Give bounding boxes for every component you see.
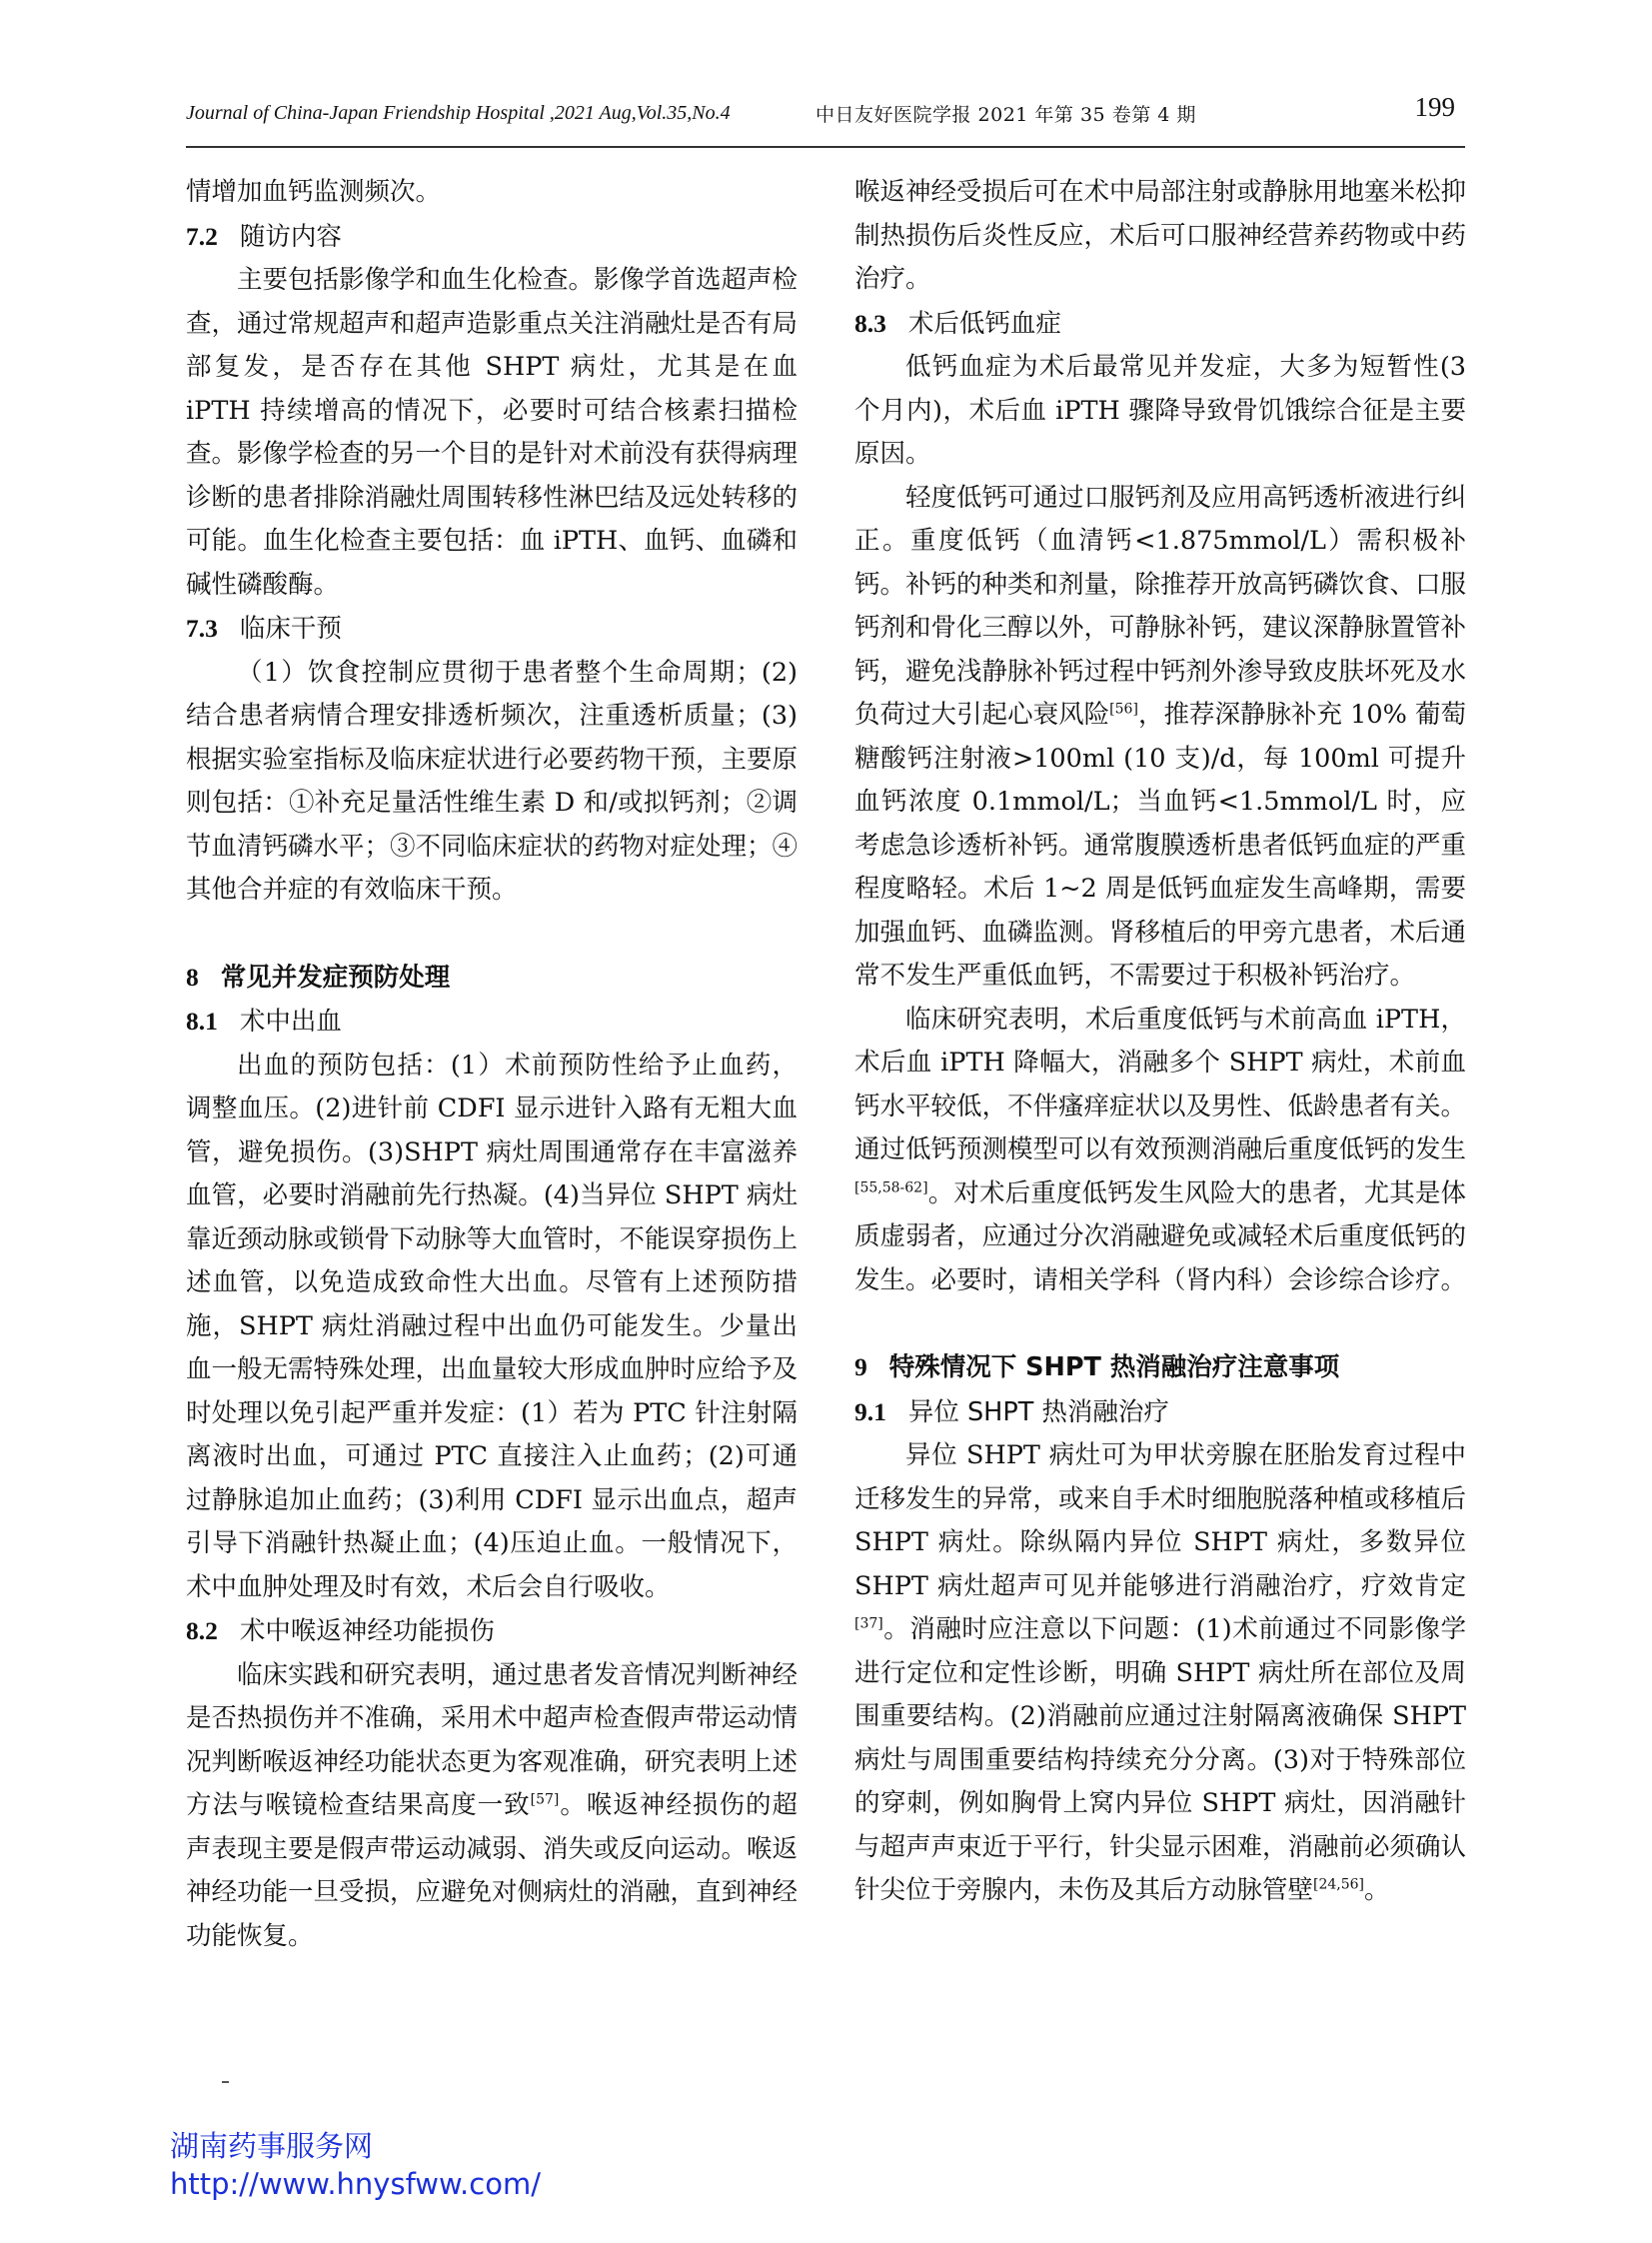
paragraph: 喉返神经受损后可在术中局部注射或静脉用地塞米松抑制热损伤后炎性反应，术后可口服神经营养药物或中药治疗。 — [854, 177, 1467, 294]
section-heading-9: 9 特殊情况下 SHPT 热消融治疗注意事项 — [854, 1352, 1340, 1382]
paragraph: 出血的预防包括：(1）术前预防性给予止血药，调整血压。(2)进针前 CDFI 显示进针入路有无粗大血管，避免损伤。(3)SHPT 病灶周围通常存在丰富滋养血管，必要时消融前先行热凝。(4)当异位 SHPT 病灶靠近颈动脉或锁骨下动脉等大血管时，不能误穿损伤上述血管，以免造成致命性大出血。尽管有上述预防措施，SHPT 病灶消融过程中出血仍可能发生。少量出血一般无需特殊处理，出血量较大形成血肿时应给予及时处理以免引起严重并发症：(1）若为 PTC 针注射隔离液时出血，可通过 PTC 直接注入止血药；(2)可通过静脉追加止血药；(3)利用 CDFI 显示出血点，超声引导下消融针热凝止血；(4)压迫止血。一般情况下，术中血肿处理及时有效，术后会自行吸收。 — [186, 1050, 799, 1602]
header-rule — [186, 146, 1465, 148]
paragraph: 主要包括影像学和血生化检查。影像学首选超声检查，通过常规超声和超声造影重点关注消融灶是否有局部复发，是否存在其他 SHPT 病灶，尤其是在血 iPTH 持续增高的情况下，必要时可结合核素扫描检查。影像学检查的另一个目的是针对术前没有获得病理诊断的患者排除消融灶周围转移性淋巴结及远处转移的可能。血生化检查主要包括：血 iPTH、血钙、血磷和碱性磷酸酶。 — [186, 265, 799, 600]
paragraph: 异位 SHPT 病灶可为甲状旁腺在胚胎发育过程中迁移发生的异常，或来自手术时细胞脱落种植或移植后 SHPT 病灶。除纵隔内异位 SHPT 病灶，多数异位 SHPT 病灶超声可见并能够进行消融治疗，疗效肯定[37]。消融时应注意以下问题：(1)术前通过不同影像学进行定位和定性诊断，明确 SHPT 病灶所在部位及周围重要结构。(2)消融前应通过注射隔离液确保 SHPT 病灶与周围重要结构持续充分分离。(3)对于特殊部位的穿刺，例如胸骨上窝内异位 SHPT 病灶，因消融针与超声声束近于平行，针尖显示困难，消融前必须确认针尖位于旁腺内，未伤及其后方动脉管壁[24,56]。 — [854, 1440, 1467, 1905]
paragraph: 情增加血钙监测频次。 — [186, 177, 442, 207]
section-heading-8-3: 8.3 术后低钙血症 — [854, 308, 1061, 339]
watermark-url[interactable]: http://www.hnysfww.com/ — [170, 2167, 541, 2201]
page-mark — [222, 2081, 229, 2083]
citation: [37] — [854, 1615, 883, 1632]
section-heading-9-1: 9.1 异位 SHPT 热消融治疗 — [854, 1396, 1169, 1427]
paragraph: 临床实践和研究表明，通过患者发音情况判断神经是否热损伤并不准确，采用术中超声检查假声带运动情况判断喉返神经功能状态更为客观准确，研究表明上述方法与喉镜检查结果高度一致[57]。喉返神经损伤的超声表现主要是假声带运动减弱、消失或反向运动。喉返神经功能一旦受损，应避免对侧病灶的消融，直到神经功能恢复。 — [186, 1659, 799, 1951]
section-heading-8-1: 8.1 术中出血 — [186, 1007, 342, 1037]
paragraph: 临床研究表明，术后重度低钙与术前高血 iPTH，术后血 iPTH 降幅大，消融多个 SHPT 病灶，术前血钙水平较低，不伴瘙痒症状以及男性、低龄患者有关。通过低钙预测模型可以有效预测消融后重度低钙的发生[55,58-62]。对术后重度低钙发生风险大的患者，尤其是体质虚弱者，应通过分次消融避免或减轻术后重度低钙的发生。必要时，请相关学科（肾内科）会诊综合诊疗。 — [854, 1004, 1467, 1295]
left-column — [186, 171, 798, 1958]
section-heading-8: 8 常见并发症预防处理 — [186, 962, 451, 993]
journal-title-cn: 中日友好医院学报 2021 年第 35 卷第 4 期 — [816, 104, 1196, 126]
paragraph: 低钙血症为术后最常见并发症，大多为短暂性(3 个月内)，术后血 iPTH 骤降导致骨饥饿综合征是主要原因。 — [854, 352, 1466, 469]
watermark — [170, 2127, 541, 2203]
citation: [56] — [1109, 701, 1138, 718]
journal-title-en: Journal of China-Japan Friendship Hospital ,2021 Aug,Vol.35,No.4 — [186, 102, 731, 124]
running-header — [186, 92, 1465, 140]
paragraph: （1）饮食控制应贯彻于患者整个生命周期；(2)结合患者病情合理安排透析频次，注重透析质量；(3)根据实验室指标及临床症状进行必要药物干预，主要原则包括：①补充足量活性维生素 D 和/或拟钙剂；②调节血清钙磷水平；③不同临床症状的药物对症处理；④其他合并症的有效临床干预。 — [186, 657, 799, 905]
section-heading-7-3: 7.3 临床干预 — [186, 614, 342, 644]
section-heading-8-2: 8.2 术中喉返神经功能损伤 — [186, 1616, 495, 1646]
citation: [24,56] — [1313, 1876, 1365, 1893]
citation: [55,58-62] — [854, 1179, 928, 1195]
citation: [57] — [530, 1791, 560, 1808]
section-heading-7-2: 7.2 随访内容 — [186, 221, 342, 252]
right-column — [854, 171, 1466, 1913]
page-number: 199 — [1414, 92, 1455, 122]
paragraph: 轻度低钙可通过口服钙剂及应用高钙透析液进行纠正。重度低钙（血清钙<1.875mmol/L）需积极补钙。补钙的种类和剂量，除推荐开放高钙磷饮食、口服钙剂和骨化三醇以外，可静脉补钙，建议深静脉置管补钙，避免浅静脉补钙过程中钙剂外渗导致皮肤坏死及水负荷过大引起心衰风险[56]，推荐深静脉补充 10% 葡萄糖酸钙注射液>100ml (10 支)/d，每 100ml 可提升血钙浓度 0.1mmol/L；当血钙<1.5mmol/L 时，应考虑急诊透析补钙。通常腹膜透析患者低钙血症的严重程度略轻。术后 1~2 周是低钙血症发生高峰期，需要加强血钙、血磷监测。肾移植后的甲旁亢患者，术后通常不发生严重低血钙，不需要过于积极补钙治疗。 — [854, 482, 1467, 991]
watermark-site-name: 湖南药事服务网 — [170, 2129, 374, 2163]
